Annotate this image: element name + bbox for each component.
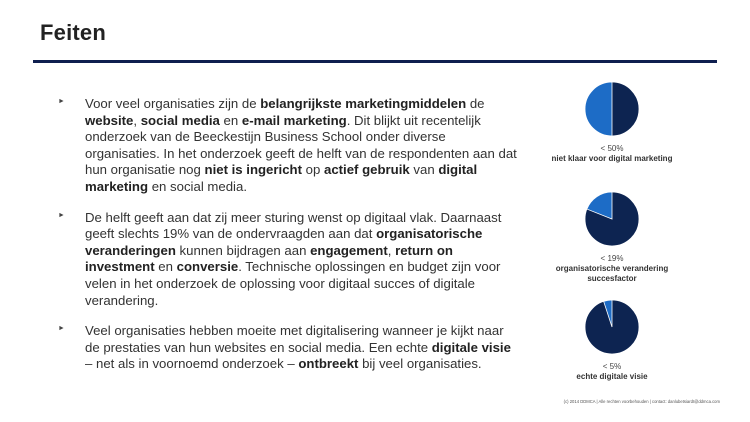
pie-chart-digital-vision (532, 298, 692, 382)
bold-text: e-mail marketing (241, 112, 347, 128)
pie-graphic (583, 190, 641, 248)
text-run: Voor veel organisaties zijn de (85, 96, 261, 111)
text-run: . Dit blijkt uit recentelijk onderzoek van de Beeckestijn Business School onder diverse organisaties. In het onderzoek geeft de helft van de respondenten aan dat hun organisatie nog (85, 112, 517, 178)
pie-chart-digital-marketing (532, 80, 692, 164)
text-run: en (154, 259, 177, 275)
text-run: kunnen bijdragen aan (175, 242, 311, 258)
bold-text: actief gebruik (323, 162, 410, 178)
text-run: de (466, 96, 485, 111)
bold-text: niet is ingericht (204, 162, 302, 178)
bold-text: organisatorische veranderingen (85, 226, 483, 258)
pie-chart-organisational-change (532, 190, 692, 284)
text-run: De helft geeft aan dat zij meer sturing wenst op digitaal vlak. Daarnaast geeft slechts 19% van de ondervraagden aan dat (85, 209, 502, 242)
bold-text: digital marketing (85, 162, 478, 194)
bullet-marker-icon: ► (58, 98, 65, 105)
page-title: Feiten (40, 20, 106, 45)
text-run: , (133, 112, 141, 128)
bullet-text (85, 210, 518, 310)
pie-description: organisatorische verandering succesfactor (555, 264, 669, 283)
pie-percent-label: < 50% (600, 144, 624, 153)
text-run: en social media. (148, 178, 247, 194)
text-run: , (387, 242, 396, 258)
bold-text: website (85, 112, 134, 128)
title-divider (33, 60, 717, 63)
text-run: van (409, 162, 439, 178)
bullet-marker-icon: ► (58, 211, 65, 219)
bullet-list (58, 96, 518, 387)
bullet-marker-icon: ► (58, 325, 65, 333)
bold-text: return on investment (85, 242, 453, 275)
pie-graphic (583, 80, 641, 138)
bullet-item (58, 210, 518, 310)
pie-caption (532, 362, 692, 382)
text-run: . Technische oplossingen en budget zijn voor velen in het onderzoek de oplossing voor digitaal succes of digitale verandering. (85, 259, 501, 308)
pie-caption (532, 254, 692, 284)
pie-description: echte digitale visie (576, 372, 648, 381)
bold-text: belangrijkste marketingmiddelen (260, 96, 467, 111)
pie-caption (532, 144, 692, 164)
text-run: – net als in voornoemd onderzoek – (85, 356, 299, 372)
bold-text: digitale visie (431, 339, 511, 355)
text-run: bij veel organisaties. (358, 356, 482, 372)
bullet-item (58, 96, 518, 196)
bullet-text (85, 96, 518, 196)
pie-slice-highlight (585, 82, 612, 136)
bold-text: engagement (310, 242, 388, 258)
bold-text: conversie (176, 259, 239, 275)
bullet-text (85, 323, 518, 373)
pie-percent-label: < 19% (600, 254, 624, 263)
pie-graphic (583, 298, 641, 356)
pie-description: niet klaar voor digital marketing (551, 154, 673, 163)
text-run: en (219, 112, 242, 128)
pie-percent-label: < 5% (602, 362, 622, 371)
text-run: Veel organisaties hebben moeite met digitalisering wanneer je kijkt naar de prestaties van hun websites en social media. Een echte (85, 323, 504, 355)
bold-text: social media (140, 112, 220, 128)
bullet-item (58, 323, 518, 373)
footer-copyright: (c) 2014 DDMCA | Alle rechten voorbehouden | contact: danlubetsiardI@ddmca.com (563, 399, 720, 404)
bold-text: ontbreekt (298, 356, 359, 372)
text-run: op (301, 162, 324, 178)
